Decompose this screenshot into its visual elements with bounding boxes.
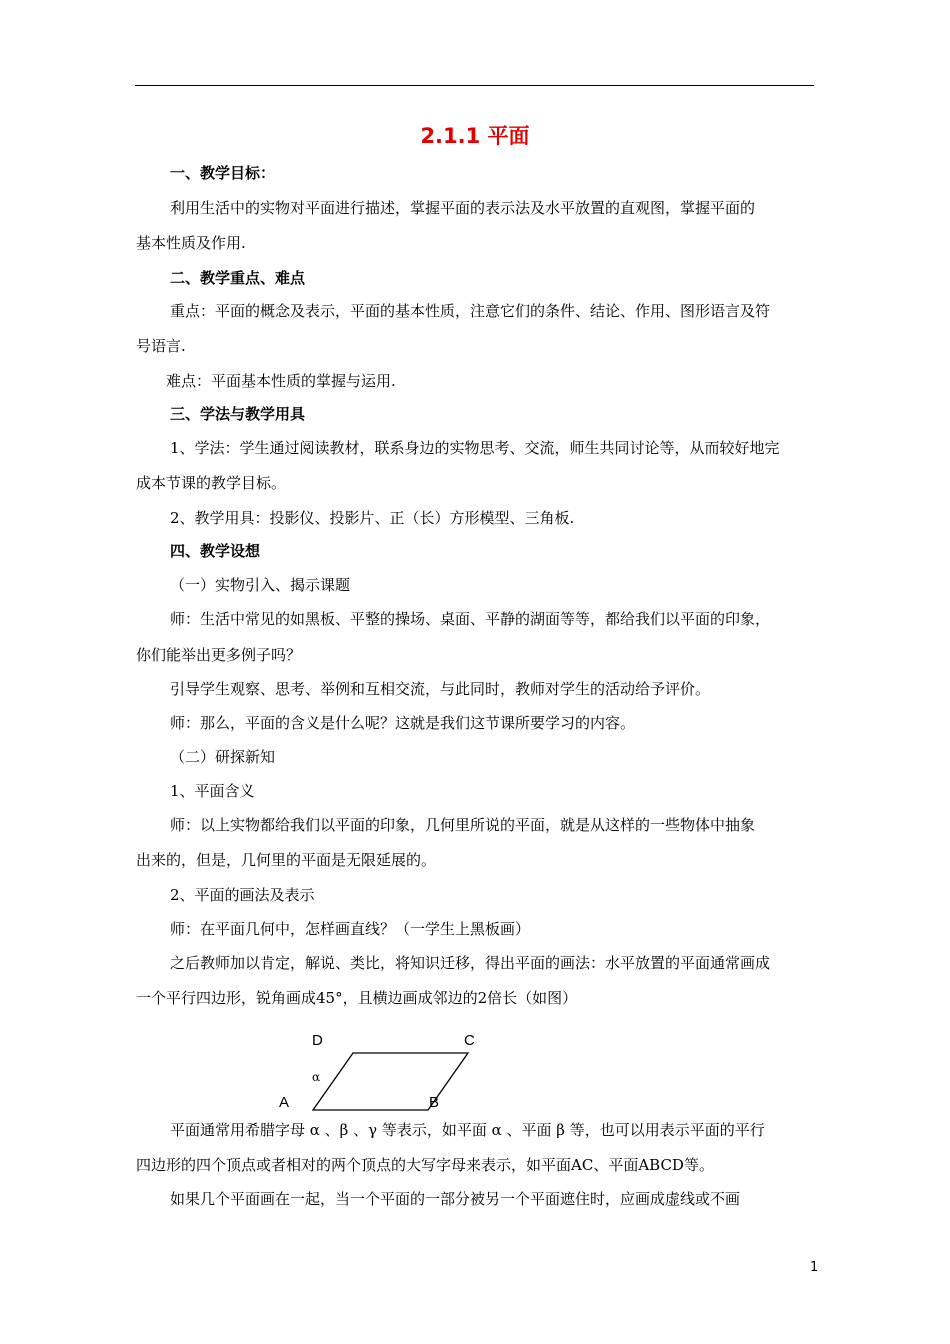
paragraph-line: 平面通常用希腊字母 α 、β 、γ 等表示，如平面 α 、平面 β 等，也可以用表示平面的平行	[170, 1121, 765, 1139]
paragraph-line: 师：以上实物都给我们以平面的印象，几何里所说的平面，就是从这样的一些物体中抽象	[170, 816, 756, 834]
label-c: C	[464, 1032, 475, 1049]
parallelogram-shape	[313, 1053, 468, 1110]
paragraph-line: 2、教学用具：投影仪、投影片、正（长）方形模型、三角板.	[170, 509, 575, 527]
paragraph-line: 你们能举出更多例子吗？	[136, 646, 302, 664]
paragraph-line: 基本性质及作用.	[136, 234, 246, 252]
parallelogram-figure	[270, 1025, 500, 1115]
label-b: B	[429, 1094, 440, 1111]
paragraph-line: 重点：平面的概念及表示，平面的基本性质，注意它们的条件、结论、作用、图形语言及符	[170, 302, 771, 320]
header-rule	[135, 85, 814, 86]
paragraph-line: 2、平面的画法及表示	[170, 886, 315, 904]
paragraph-line: 之后教师加以肯定，解说、类比，将知识迁移，得出平面的画法：水平放置的平面通常画成	[170, 954, 771, 972]
paragraph-line: 如果几个平面画在一起，当一个平面的一部分被另一个平面遮住时，应画成虚线或不画	[170, 1190, 741, 1208]
paragraph-line: 四边形的四个顶点或者相对的两个顶点的大写字母来表示，如平面AC、平面ABCD等。	[136, 1156, 714, 1174]
heading-objectives: 一、教学目标：	[170, 164, 276, 182]
paragraph-line: 引导学生观察、思考、举例和互相交流，与此同时，教师对学生的活动给予评价。	[170, 680, 711, 698]
paragraph-line: 师：生活中常见的如黑板、平整的操场、桌面、平静的湖面等等，都给我们以平面的印象，	[170, 610, 771, 628]
paragraph-line: 难点：平面基本性质的掌握与运用.	[166, 372, 396, 390]
paragraph-line: 一个平行四边形，锐角画成45°，且横边画成邻边的2倍长（如图）	[136, 989, 578, 1007]
page-number: 1	[810, 1260, 819, 1275]
paragraph-line: 出来的，但是，几何里的平面是无限延展的。	[136, 851, 437, 869]
paragraph-line: （一）实物引入、揭示课题	[170, 576, 351, 594]
label-d: D	[312, 1032, 323, 1049]
heading-design: 四、教学设想	[170, 542, 261, 560]
label-a: A	[279, 1094, 290, 1111]
heading-key-points: 二、教学重点、难点	[170, 269, 306, 287]
label-alpha: α	[312, 1070, 321, 1084]
heading-methods: 三、学法与教学用具	[170, 405, 306, 423]
paragraph-line: 师：在平面几何中，怎样画直线？（一学生上黑板画）	[170, 920, 531, 938]
paragraph-line: 1、学法：学生通过阅读教材，联系身边的实物思考、交流，师生共同讨论等，从而较好地完	[170, 439, 780, 457]
paragraph-line: 成本节课的教学目标。	[136, 474, 287, 492]
paragraph-line: （二）研探新知	[170, 748, 276, 766]
paragraph-line: 号语言.	[136, 337, 186, 355]
paragraph-line: 师：那么，平面的含义是什么呢？这就是我们这节课所要学习的内容。	[170, 714, 636, 732]
page-title: 2.1.1 平面	[420, 124, 530, 148]
paragraph-line: 1、平面含义	[170, 782, 255, 800]
paragraph-line: 利用生活中的实物对平面进行描述，掌握平面的表示法及水平放置的直观图，掌握平面的	[170, 199, 756, 217]
